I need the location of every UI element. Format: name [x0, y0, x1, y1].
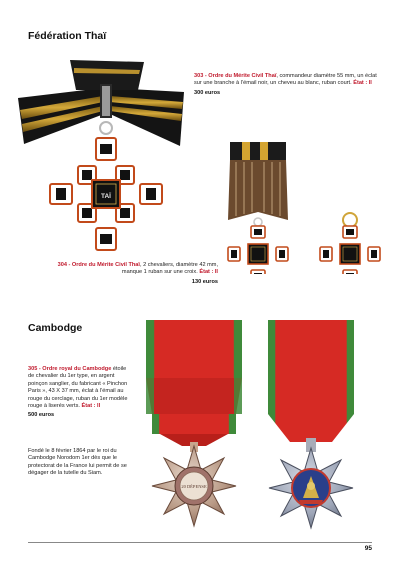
lot-303-description: , commandeur diamètre 55 mm, un éclat sur une branche à l’émail noir, un cheveu au blanc, ruban court. [194, 73, 377, 87]
lot-304-price: 130 euros [191, 278, 218, 285]
lot-304-etat: État : II [199, 269, 218, 276]
medal-303-image [14, 56, 192, 252]
lot-303-price: 300 euros [194, 89, 221, 96]
lot-304-caption [52, 262, 218, 286]
lot-305-price: 500 euros [28, 412, 55, 419]
lot-303-etat: État : II [353, 80, 372, 87]
lot-305-description: étoile de chevalier du 1er type, en argent poinçon sanglier, du fabricant « Pinchon Paris », 43 X 37 mm, éclat à l’émail au rouge du cerclage, ruban du 1er modèle rouge à liserés verts. [28, 366, 128, 410]
lot-304-title: 304 - Ordre du Mérite Civil Thaï [57, 262, 140, 268]
lot-303-caption [194, 73, 386, 97]
footer-rule [28, 542, 372, 543]
lot-303-title: 303 - Ordre du Mérite Civil Thaï [194, 73, 277, 79]
medal-305-image [140, 314, 370, 530]
section-title-thai: Fédération Thaï [28, 30, 107, 42]
lot-305-historical-note: Fondé le 8 février 1864 par le roi du Cambodge Norodom 1er dès que le protectorat de la France lui permit de se dégager de la tutelle du Siam. [28, 448, 127, 477]
medal-304-image [216, 142, 392, 274]
medal-305-center-text: 20 DÉPENSE [181, 484, 207, 489]
page-number: 95 [364, 545, 372, 552]
lot-305-title: 305 - Ordre royal du Cambodge [28, 366, 112, 372]
medal-303-center-text: TAÏ [101, 193, 111, 200]
section-title-cambodge: Cambodge [28, 322, 83, 334]
lot-305-caption [28, 366, 130, 420]
lot-304-description: , 2 chevaliers, diamètre 42 mm, manque 1 ruban sur une croix. [121, 262, 218, 276]
lot-305-etat: État : II [81, 403, 101, 410]
